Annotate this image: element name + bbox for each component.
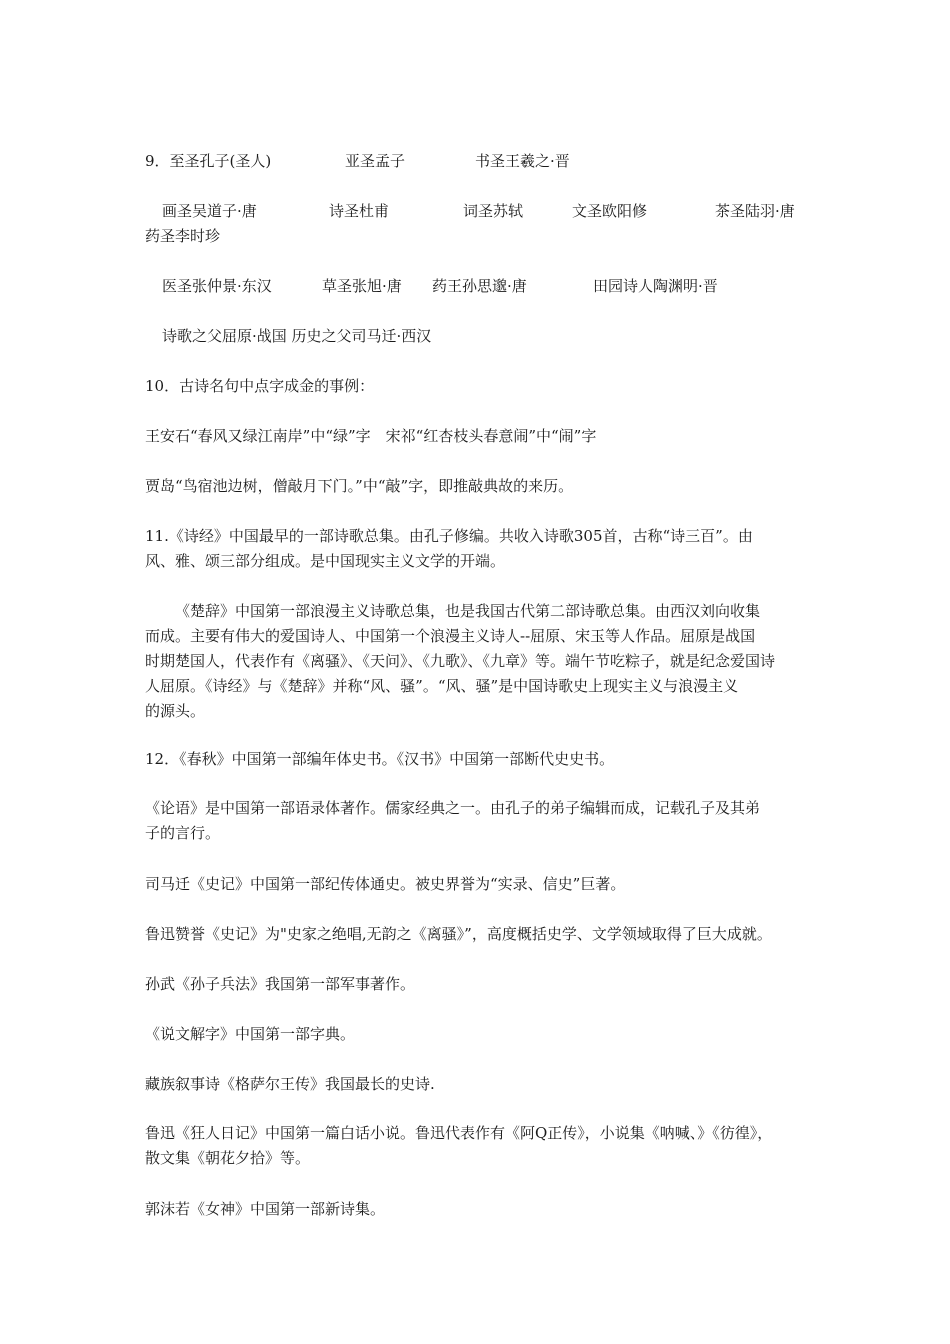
paragraph-line: 时期楚国人，代表作有《离骚》、《天问》、《九歌》、《九章》等。端午节吃粽子，就是纪念爱国诗: [145, 652, 776, 670]
sage-wu-daozi: 画圣吴道子·唐: [162, 202, 257, 220]
paragraph-line: 《论语》是中国第一部语录体著作。儒家经典之一。由孔子的弟子编辑而成，记载孔子及其弟: [145, 799, 761, 817]
sage-zhang-zhongjing: 医圣张仲景·东汉: [162, 277, 272, 295]
gesaer-line: 藏族叙事诗《格萨尔王传》我国最长的史诗.: [145, 1075, 435, 1093]
paragraph-line: 11.《诗经》中国最早的一部诗歌总集。由孔子修编。共收入诗歌305首，古称“诗三百”。由: [145, 527, 753, 545]
kuangren-paragraph: [145, 1121, 810, 1171]
sage-wang-xizhi: 书圣王羲之·晋: [475, 152, 570, 170]
chuci-paragraph: [145, 599, 810, 724]
paragraph-line: 鲁迅《狂人日记》中国第一篇白话小说。鲁迅代表作有《阿Q正传》，小说集《呐喊、》《彷徨》，: [145, 1124, 773, 1142]
shiji-line: 司马迁《史记》中国第一部纪传体通史。被史界誉为“实录、信史”巨著。: [145, 875, 626, 893]
nvshen-line: 郭沫若《女神》中国第一部新诗集。: [145, 1200, 386, 1218]
sage-du-fu: 诗圣杜甫: [329, 202, 390, 220]
poet-tao-yuanming: 田园诗人陶渊明·晋: [593, 277, 718, 295]
sage-ouyang-xiu: 文圣欧阳修: [572, 202, 648, 220]
section9-row1: [145, 152, 845, 170]
sage-zhang-xu: 草圣张旭·唐: [322, 277, 402, 295]
section9-row4: 诗歌之父屈原·战国 历史之父司马迁·西汉: [162, 327, 432, 345]
paragraph-line: 而成。主要有伟大的爱国诗人、中国第一个浪漫主义诗人--屈原、宋玉等人作品。屈原是战国: [145, 627, 756, 645]
luxun-shiji-line: 鲁迅赞誉《史记》为"史家之绝唱,无韵之《离骚》”，高度概括史学、文学领域取得了巨大成就。: [145, 925, 772, 943]
sage-lu-yu: 茶圣陆羽·唐: [715, 202, 795, 220]
section10-line2: 贾岛“鸟宿池边树，僧敲月下门。”中“敲”字，即推敲典故的来历。: [145, 477, 574, 495]
paragraph-line: 风、雅、颂三部分组成。是中国现实主义文学的开端。: [145, 552, 506, 570]
sage-mencius: 亚圣孟子: [345, 152, 406, 170]
sage-li-shizhen: 药圣李时珍: [145, 227, 221, 245]
shuowen-line: 《说文解字》中国第一部字典。: [145, 1025, 356, 1043]
sage-confucius: 9．至圣孔子(圣人): [145, 152, 272, 170]
section9-row3: [145, 277, 845, 295]
section10-line1: 王安石“春风又绿江南岸”中“绿”字 宋祁“红杏枝头春意闹”中“闹”字: [145, 427, 597, 445]
shijing-paragraph: [145, 524, 810, 574]
lunyu-paragraph: [145, 796, 810, 846]
paragraph-line: 人屈原。《诗经》与《楚辞》并称“风、骚”。“风、骚”是中国诗歌史上现实主义与浪漫主义: [145, 677, 739, 695]
sage-su-shi: 词圣苏轼: [463, 202, 524, 220]
section9-row2: [145, 202, 845, 220]
section10-heading: 10．古诗名句中点字成金的事例：: [145, 377, 375, 395]
paragraph-line: 子的言行。: [145, 824, 221, 842]
sage-sun-simiao: 药王孙思邈·唐: [432, 277, 527, 295]
paragraph-line: 《楚辞》中国第一部浪漫主义诗歌总集，也是我国古代第二部诗歌总集。由西汉刘向收集: [175, 602, 761, 620]
paragraph-line: 的源头。: [145, 702, 206, 720]
sunwu-line: 孙武《孙子兵法》我国第一部军事著作。: [145, 975, 416, 993]
chunqiu-line: 12．《春秋》中国第一部编年体史书。《汉书》中国第一部断代史史书。: [145, 750, 615, 768]
paragraph-line: 散文集《朝花夕拾》等。: [145, 1149, 311, 1167]
